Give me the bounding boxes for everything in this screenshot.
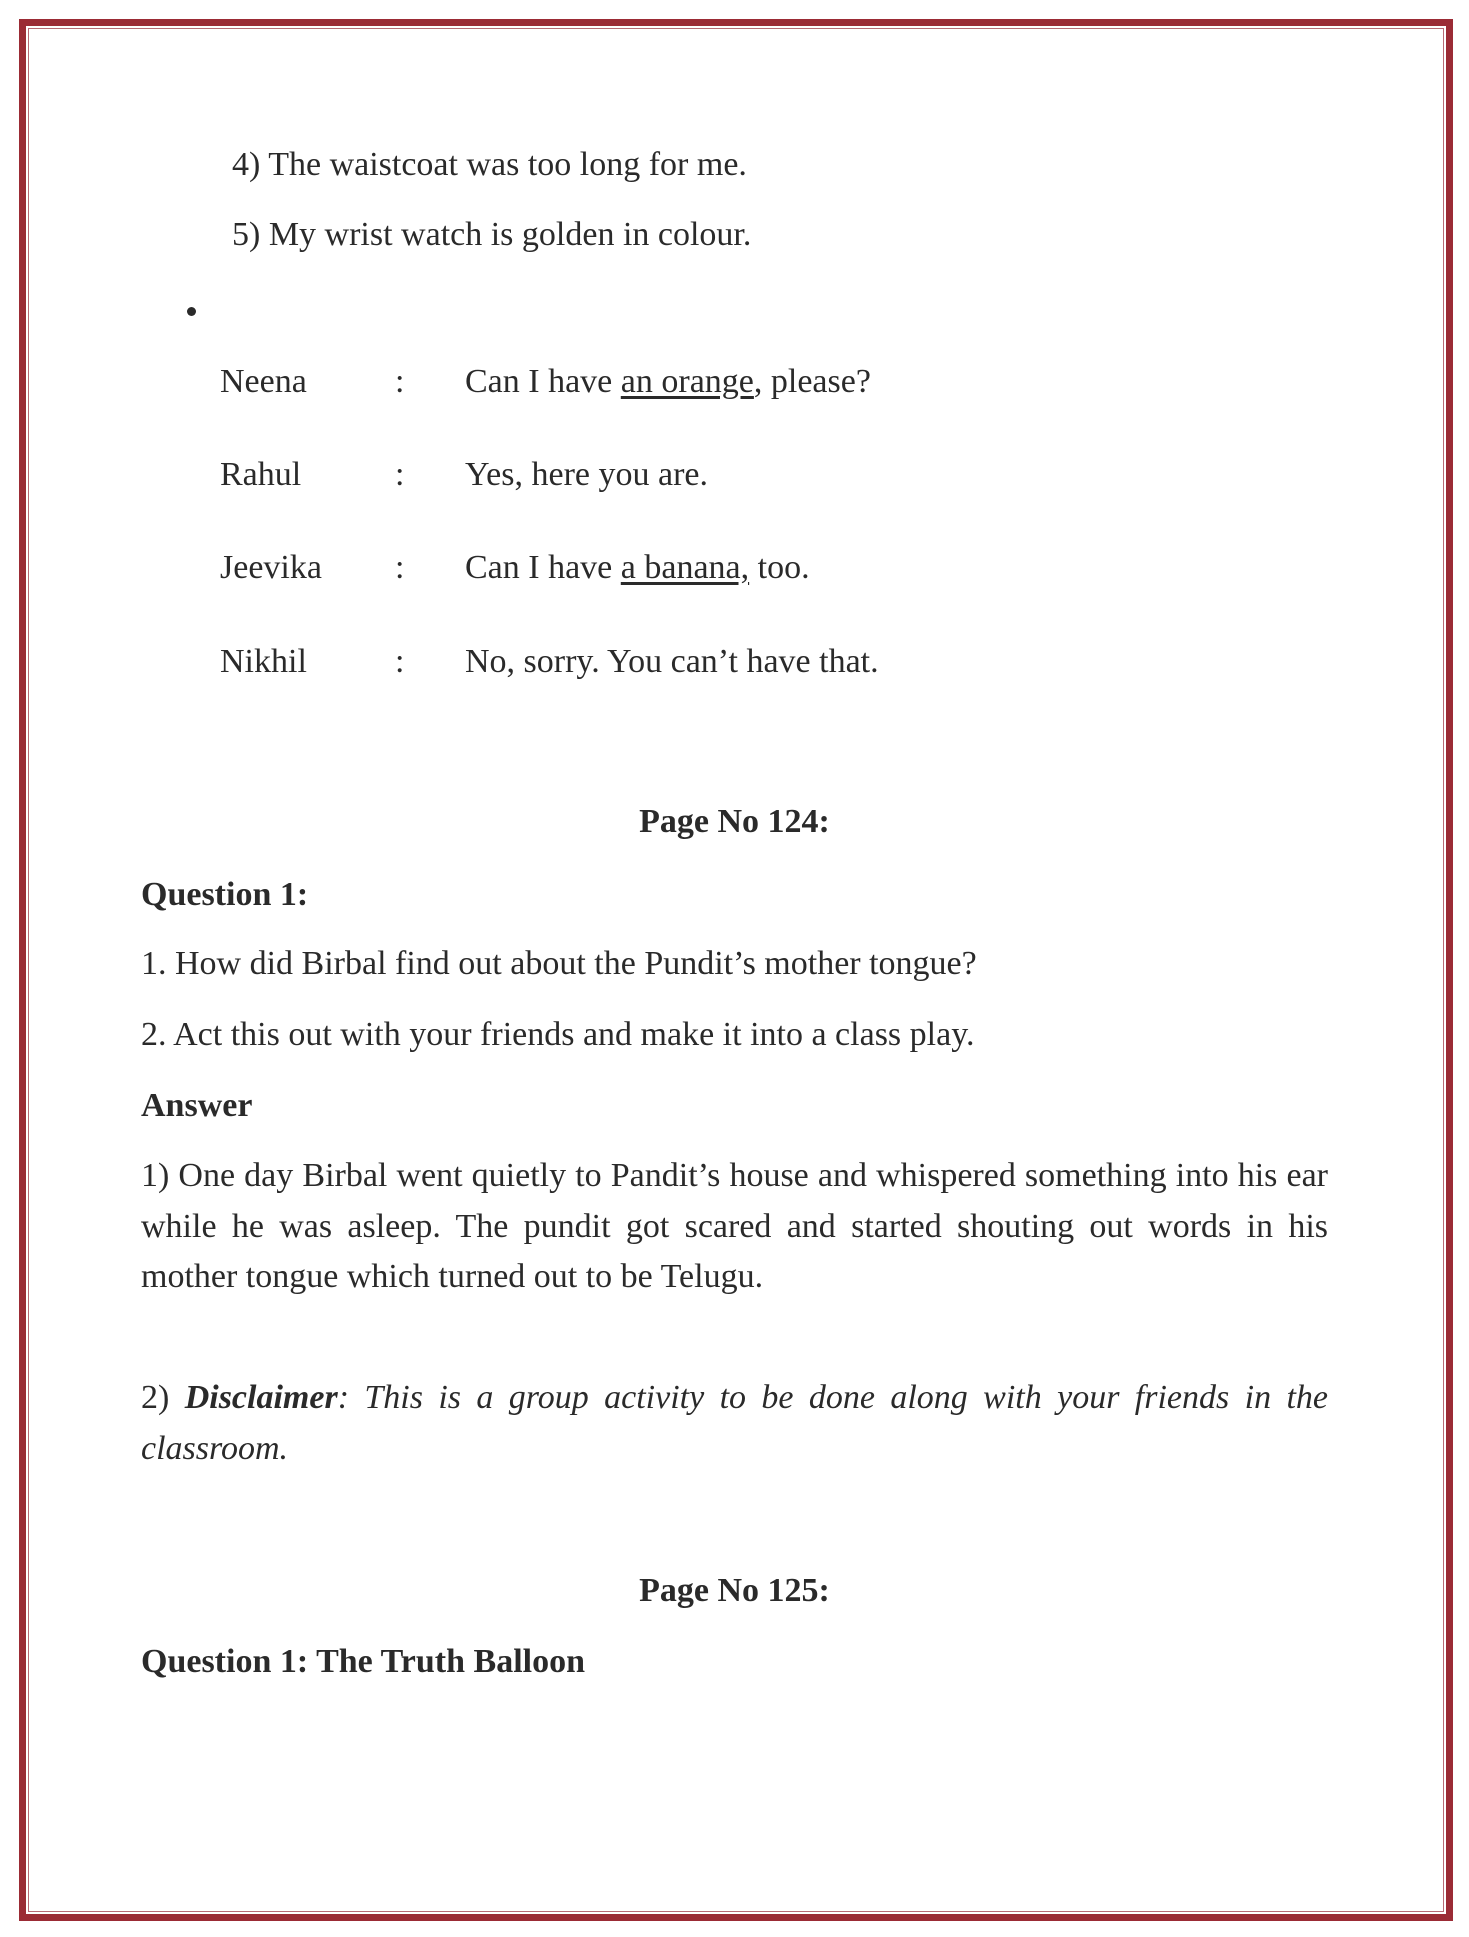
page-heading-124: Page No 124: xyxy=(639,803,830,840)
question-1: 1. How did Birbal find out about the Pundit’s mother tongue? xyxy=(141,945,977,982)
dialogue-line: Can I have an orange, please? xyxy=(465,363,871,400)
list-item-5: 5) My wrist watch is golden in colour. xyxy=(232,216,752,253)
dialogue-line: Can I have a banana, too. xyxy=(465,549,810,586)
separator: : xyxy=(395,456,405,493)
list-item-4: 4) The waistcoat was too long for me. xyxy=(232,146,747,183)
dialogue-line: Yes, here you are. xyxy=(465,456,708,493)
separator: : xyxy=(395,549,405,586)
dialogue-line: No, sorry. You can’t have that. xyxy=(465,643,879,680)
speaker-name: Rahul xyxy=(220,456,302,493)
separator: : xyxy=(395,643,405,680)
answer-1: 1) One day Birbal went quietly to Pandit’s house and whispered something into his ear while he was asleep. The pundit got scared and started shouting out words in his mother tongue which turned out to be Telugu. xyxy=(141,1157,1328,1295)
page-heading-125: Page No 125: xyxy=(639,1572,830,1609)
question-heading: Question 1: xyxy=(141,876,309,913)
speaker-name: Nikhil xyxy=(220,643,307,680)
question-2: 2. Act this out with your friends and make it into a class play. xyxy=(141,1016,975,1053)
question-heading-truth-balloon: Question 1: The Truth Balloon xyxy=(141,1643,585,1680)
answer-2: 2) Disclaimer: This is a group activity to be done along with your friends in the classroom. xyxy=(141,1379,1328,1467)
separator: : xyxy=(395,363,405,400)
speaker-name: Jeevika xyxy=(220,549,322,586)
bullet-icon xyxy=(187,307,196,316)
speaker-name: Neena xyxy=(220,363,307,400)
answer-heading: Answer xyxy=(141,1087,253,1124)
